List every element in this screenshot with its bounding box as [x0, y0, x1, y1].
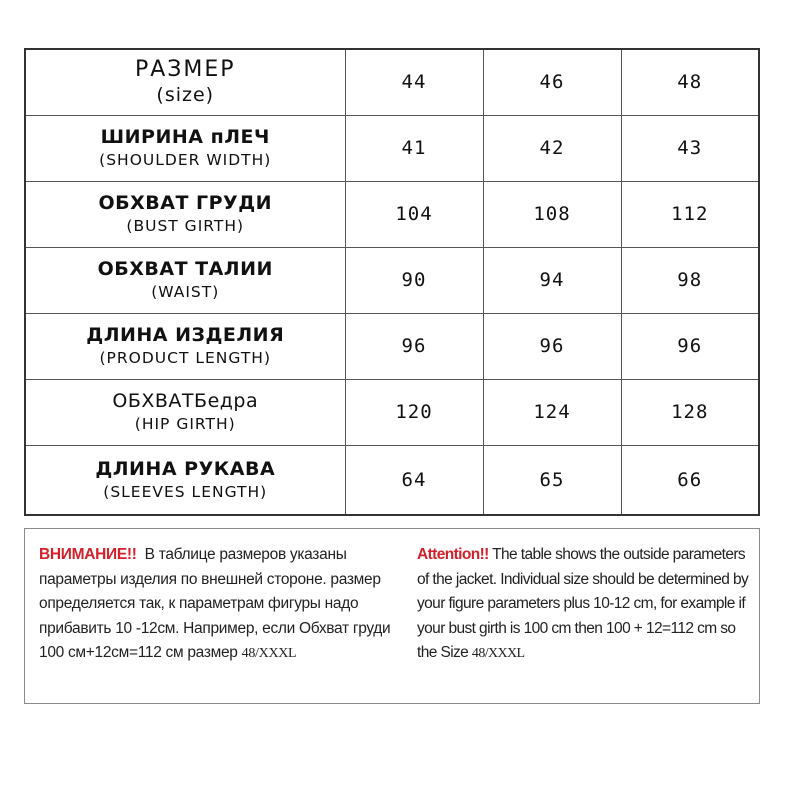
- value-cell: [483, 115, 621, 181]
- size-cell: [483, 49, 621, 115]
- measurement-value: 90: [401, 269, 427, 291]
- notice-en: [417, 543, 755, 667]
- row-label-ru: ДЛИНА ИЗДЕЛИЯ: [86, 324, 285, 346]
- row-label-ru: ОБХВАТ ГРУДИ: [98, 192, 273, 214]
- value-cell: [621, 181, 759, 247]
- warning-label-ru: ВНИМАНИЕ!!: [39, 546, 137, 563]
- row-label-cell: [25, 181, 345, 247]
- value-cell: [345, 313, 483, 379]
- value-cell: [483, 313, 621, 379]
- row-label-ru: ШИРИНА пЛЕЧ: [100, 126, 270, 148]
- size-label-ru: РАЗМЕР: [134, 57, 236, 83]
- value-cell: [621, 445, 759, 515]
- row-label-en: (SHOULDER WIDTH): [99, 151, 272, 169]
- measurement-value: 64: [401, 468, 427, 491]
- size-label-cell: [25, 49, 345, 115]
- measurement-value: 96: [677, 335, 703, 357]
- value-cell: [621, 313, 759, 379]
- measurement-value: 43: [677, 137, 703, 159]
- notice-text-en: The table shows the outside parameters of the jacket. Individual size should be determined by your figure parameters plus 10-12 cm, for example if your bust girth is 100 cm then 100 + 12=112 cm so the Size: [417, 546, 749, 661]
- notice-ru: [39, 543, 399, 667]
- table-row-hip-girth: [25, 379, 759, 445]
- row-label-ru: ОБХВАТ ТАЛИИ: [97, 258, 273, 280]
- measurement-value: 120: [395, 401, 433, 423]
- notice-box: [24, 528, 760, 704]
- row-label-en: (BUST GIRTH): [126, 217, 245, 235]
- size-chart-table: [24, 48, 760, 516]
- size-value: 44: [401, 71, 427, 94]
- value-cell: [345, 379, 483, 445]
- row-label-en: (HIP GIRTH): [134, 415, 236, 433]
- value-cell: [621, 379, 759, 445]
- measurement-value: 128: [671, 401, 709, 423]
- value-cell: [345, 445, 483, 515]
- size-reference-ru: 48/XXXL: [241, 646, 297, 661]
- measurement-value: 108: [533, 203, 571, 225]
- value-cell: [483, 379, 621, 445]
- measurement-value: 66: [677, 468, 703, 491]
- notice-text-ru: В таблице размеров указаны параметры изделия по внешней стороне. размер определяется так, к параметрам фигуры надо прибавить 10 -12см. Например, если Обхват груди 100 см+12см=112 см размер: [39, 546, 391, 661]
- table-row-sleeves-length: [25, 445, 759, 515]
- row-label-cell: [25, 313, 345, 379]
- table-row-shoulder-width: [25, 115, 759, 181]
- value-cell: [621, 247, 759, 313]
- row-label-en: (PRODUCT LENGTH): [99, 349, 271, 367]
- row-label-ru: ДЛИНА РУКАВА: [95, 457, 276, 480]
- value-cell: [483, 247, 621, 313]
- value-cell: [483, 181, 621, 247]
- row-label-cell: [25, 247, 345, 313]
- size-value: 48: [677, 71, 703, 94]
- table-row-waist: [25, 247, 759, 313]
- measurement-value: 41: [401, 137, 427, 159]
- table-row-product-length: [25, 313, 759, 379]
- row-label-en: (SLEEVES LENGTH): [103, 482, 268, 501]
- value-cell: [621, 115, 759, 181]
- size-cell: [621, 49, 759, 115]
- measurement-value: 112: [671, 203, 709, 225]
- value-cell: [345, 247, 483, 313]
- size-value: 46: [539, 71, 565, 94]
- table-header-row: [25, 49, 759, 115]
- row-label-cell: [25, 115, 345, 181]
- measurement-value: 96: [401, 335, 427, 357]
- value-cell: [345, 181, 483, 247]
- measurement-value: 42: [539, 137, 565, 159]
- size-cell: [345, 49, 483, 115]
- measurement-value: 124: [533, 401, 571, 423]
- warning-label-en: Attention!!: [417, 546, 489, 563]
- measurement-value: 104: [395, 203, 433, 225]
- measurement-value: 94: [539, 269, 565, 291]
- table-row-bust-girth: [25, 181, 759, 247]
- measurement-value: 98: [677, 269, 703, 291]
- value-cell: [483, 445, 621, 515]
- size-reference-en: 48/XXXL: [471, 646, 525, 661]
- measurement-value: 65: [539, 468, 565, 491]
- value-cell: [345, 115, 483, 181]
- row-label-ru: ОБХВАТБедра: [112, 390, 259, 412]
- row-label-cell: [25, 379, 345, 445]
- size-label-en: (size): [156, 84, 215, 107]
- row-label-en: (WAIST): [151, 283, 220, 301]
- row-label-cell: [25, 445, 345, 515]
- measurement-value: 96: [539, 335, 565, 357]
